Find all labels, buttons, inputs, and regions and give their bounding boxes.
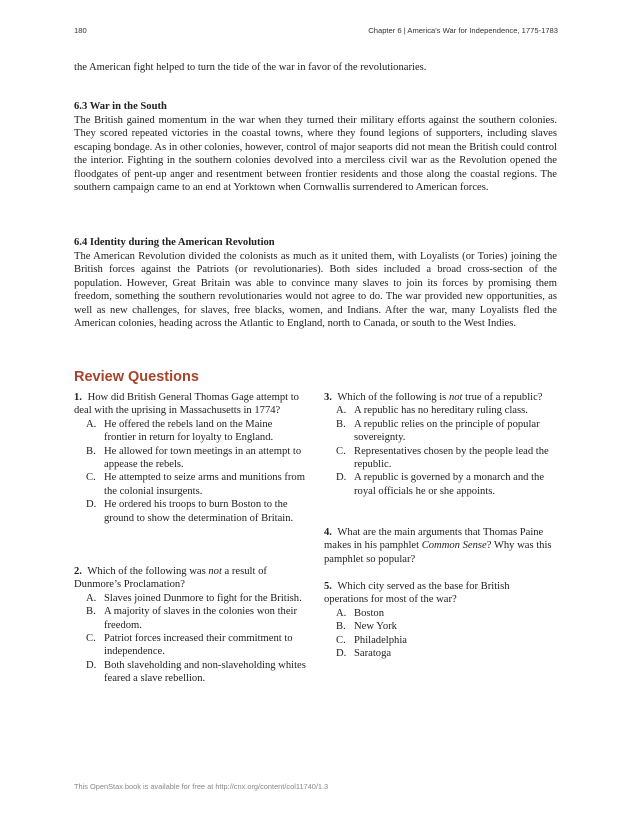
question-2: [74, 565, 306, 686]
option-letter: B.: [336, 418, 346, 430]
question-1-options: [74, 418, 306, 525]
option-text: He offered the rebels land on the Maine frontier in return for loyalty to England.: [104, 418, 274, 444]
question-5: [324, 580, 556, 660]
option-letter: C.: [336, 634, 346, 646]
question-5-option-b: [324, 620, 556, 633]
question-3-stem: [324, 391, 556, 404]
question-4-text-after: ? Why was this pamphlet so popular?: [324, 540, 552, 565]
question-4-stem: [324, 526, 556, 566]
option-text: New York: [354, 621, 397, 633]
option-text: He allowed for town meetings in an attempt to appease the rebels.: [104, 445, 302, 471]
section-6-3-text: The British gained momentum in the war when they turned their military efforts against the southern colonies. They scored repeated victories in the coastal towns, where they found legions of supporters, including slaves escaping bondage. As in other colonies, however, control of major seaports did not mean the British could control the interior. Fighting in the southern colonies devolved into a merciless civil war as the Revolution opened the floodgates of pent-up anger and resentment between frontier residents and those along the coastal regions. The southern campaign came to an end at Yorktown when Cornwallis surrendered to American forces.: [74, 115, 557, 194]
option-letter: A.: [86, 418, 97, 430]
review-questions-title: Review Questions: [74, 369, 199, 385]
option-text: Slaves joined Dunmore to fight for the British.: [104, 592, 302, 604]
question-2-option-b: [74, 605, 306, 632]
question-4-emphasis: Common Sense: [421, 540, 487, 552]
option-text: He ordered his troops to burn Boston to the ground to show the determination of Britain.: [104, 499, 294, 524]
section-6-3-heading: 6.3 War in the South: [74, 101, 167, 112]
option-text: A republic relies on the principle of popular sovereignty.: [354, 418, 540, 444]
question-3-text-before: Which of the following is: [337, 392, 449, 403]
question-1-option-a: [74, 418, 306, 445]
option-text: Representatives chosen by the people lead the republic.: [354, 445, 549, 471]
page-number: 180: [74, 26, 87, 35]
question-5-option-d: [324, 647, 556, 660]
question-1: [74, 391, 306, 525]
question-3-option-d: [324, 471, 556, 498]
question-2-text-before: Which of the following was: [87, 566, 209, 577]
option-letter: C.: [86, 633, 96, 645]
option-letter: A.: [86, 592, 97, 604]
footer-note: This OpenStax book is available for free at http://cnx.org/content/col11740/1.3: [74, 782, 329, 791]
option-letter: A.: [336, 607, 347, 619]
option-letter: C.: [86, 472, 96, 484]
option-text: A republic has no hereditary ruling class.: [354, 405, 528, 417]
option-letter: A.: [336, 405, 347, 417]
question-2-option-d: [74, 659, 306, 686]
question-2-stem: [74, 565, 306, 592]
question-1-option-c: [74, 471, 306, 498]
section-6-4-text: The American Revolution divided the colonists as much as it united them, with Loyalists (or Tories) joining the British forces against the Patriots (or revolutionaries). Both sides included a broad cross-section of the population. However, Great Britain was able to convince many slaves to join its forces by promising them freedom, something the southern revolutionaries would not agree to do. The war provided new opportunities, as well as new challenges, for slaves, free blacks, women, and Indians. After the war, many Loyalists fled the American colonies, heading across the Atlantic to England, north to Canada, or south to the West Indies.: [74, 251, 557, 330]
option-letter: B.: [86, 445, 96, 457]
question-4: [324, 526, 556, 566]
question-5-text: Which city served as the base for British operations for most of the war?: [324, 581, 510, 606]
question-2-options: [74, 592, 306, 686]
question-5-number: 5.: [324, 581, 332, 592]
question-5-option-a: [324, 607, 556, 620]
question-5-option-c: [324, 634, 556, 647]
question-3: [324, 391, 556, 498]
option-text: Philadelphia: [354, 634, 407, 646]
option-letter: B.: [336, 621, 346, 633]
question-1-text: How did British General Thomas Gage attempt to deal with the uprising in Massachusetts in 1774?: [74, 392, 299, 417]
question-2-number: 2.: [74, 566, 82, 577]
intro-line: the American fight helped to turn the tide of the war in favor of the revolutionaries.: [74, 62, 427, 73]
option-text: Saratoga: [354, 648, 392, 660]
option-text: A majority of slaves in the colonies won their freedom.: [104, 606, 298, 631]
option-letter: D.: [86, 659, 97, 671]
question-1-option-d: [74, 498, 306, 525]
section-6-4-heading: 6.4 Identity during the American Revolution: [74, 237, 275, 248]
option-letter: D.: [86, 499, 97, 511]
running-title: Chapter 6 | America's War for Independence, 1775-1783: [368, 26, 558, 35]
question-3-emphasis: not: [448, 392, 463, 403]
question-4-number: 4.: [324, 527, 332, 538]
option-text: Boston: [354, 607, 385, 619]
question-3-number: 3.: [324, 392, 332, 403]
option-letter: D.: [336, 472, 347, 484]
question-5-stem: [324, 580, 556, 607]
question-2-emphasis: not: [208, 566, 222, 577]
question-1-number: 1.: [74, 392, 82, 403]
question-3-option-b: [324, 418, 556, 445]
option-text: Patriot forces increased their commitment to independence.: [104, 633, 293, 658]
question-3-options: [324, 404, 556, 498]
question-3-option-c: [324, 445, 556, 472]
option-letter: B.: [86, 606, 96, 618]
question-4-text-before: What are the main arguments that Thomas Paine makes in his pamphlet: [324, 527, 544, 552]
question-2-option-c: [74, 632, 306, 659]
question-1-stem: [74, 391, 306, 418]
question-1-option-b: [74, 445, 306, 472]
question-5-options: [324, 607, 556, 661]
question-2-option-a: [74, 592, 306, 605]
option-letter: D.: [336, 648, 347, 660]
question-3-option-a: [324, 404, 556, 417]
question-2-text-after: a result of Dunmore’s Proclamation?: [74, 566, 267, 591]
option-text: He attempted to seize arms and munitions from the colonial insurgents.: [104, 472, 305, 497]
option-text: Both slaveholding and non-slaveholding whites feared a slave rebellion.: [104, 659, 306, 685]
option-letter: C.: [336, 445, 346, 457]
option-text: A republic is governed by a monarch and the royal officials he or she appoints.: [354, 472, 545, 497]
question-3-text-after: true of a republic?: [462, 392, 543, 403]
